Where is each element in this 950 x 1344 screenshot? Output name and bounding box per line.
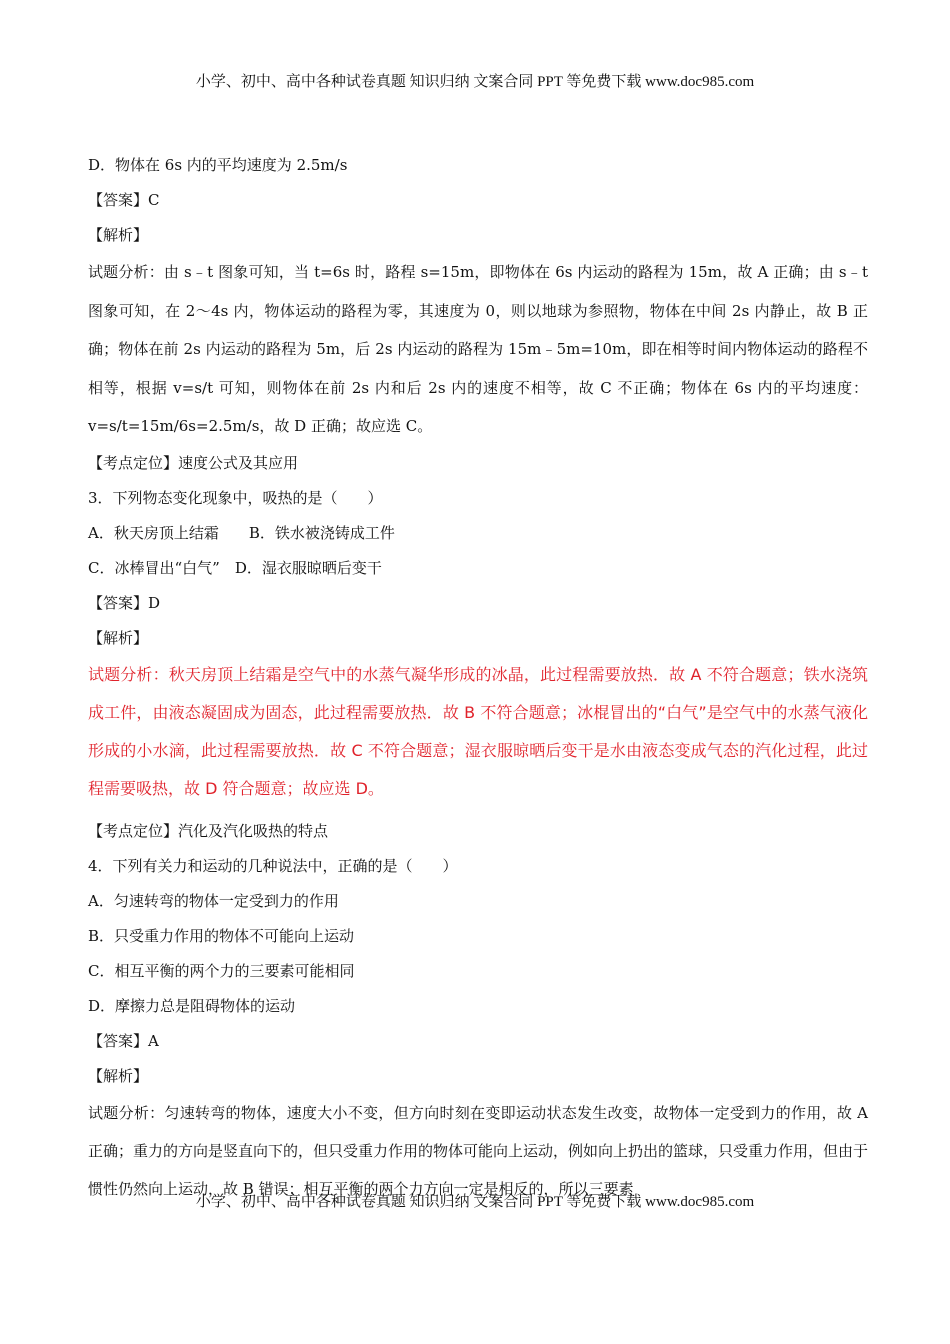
q4-option-c: C．相互平衡的两个力的三要素可能相同: [88, 961, 355, 980]
q4-analysis-heading: 【解析】: [88, 1066, 149, 1085]
q2-kaodian: 【考点定位】速度公式及其应用: [88, 453, 299, 472]
q4-option-d: D．摩擦力总是阻碍物体的运动: [88, 996, 296, 1015]
q3-options-row2: C．冰棒冒出“白气” D．湿衣服晾晒后变干: [88, 558, 382, 577]
q3-analysis-heading: 【解析】: [88, 628, 149, 647]
page-footer: 小学、初中、高中各种试卷真题 知识归纳 文案合同 PPT 等免费下载 www.doc985.com: [195, 1194, 755, 1210]
page-header: 小学、初中、高中各种试卷真题 知识归纳 文案合同 PPT 等免费下载 www.doc985.com: [195, 74, 755, 90]
q2-answer: 【答案】C: [88, 191, 160, 209]
q3-answer: 【答案】D: [88, 593, 161, 612]
q2-option-d: D．物体在 6s 内的平均速度为 2.5m/s: [88, 156, 348, 174]
q2-analysis-heading: 【解析】: [88, 226, 149, 244]
document-body: [88, 148, 868, 1208]
q4-question: 4．下列有关力和运动的几种说法中，正确的是（ ）: [88, 856, 458, 875]
q4-analysis: 试题分析：匀速转弯的物体，速度大小不变，但方向时刻在变即运动状态发生改变，故物体一定受到力的作用，故 A 正确；重力的方向是竖直向下的，但只受重力作用的物体可能向上运动，例如向上扔出的篮球，只受重力作用，但由于惯性仍然向上运动，故 B 错误；相互平衡的两个力方向一定是相反的，所以三要素: [88, 1103, 869, 1198]
q3-kaodian: 【考点定位】汽化及汽化吸热的特点: [88, 821, 329, 840]
q3-analysis: 试题分析：秋天房顶上结霜是空气中的水蒸气凝华形成的冰晶，此过程需要放热．故 A 不符合题意；铁水浇筑成工件，由液态凝固成为固态，此过程需要放热．故 B 不符合题意；冰棍冒出的“白气”是空气中的水蒸气液化形成的小水滴，此过程需要放热．故 C 不符合题意；湿衣服晾晒后变干是水由液态变成气态的汽化过程，此过程需要吸热，故 D 符合题意；故应选 D。: [88, 664, 868, 798]
q3-question: 3．下列物态变化现象中，吸热的是（ ）: [88, 488, 383, 507]
q2-analysis: 试题分析：由 s﹣t 图象可知，当 t=6s 时，路程 s=15m，即物体在 6s 内运动的路程为 15m，故 A 正确；由 s﹣t 图象可知，在 2～4s 内，物体运动的路程为零，其速度为 0，则以地球为参照物，物体在中间 2s 内静止，故 B 正确；物体在前 2s 内运动的路程为 5m，后 2s 内运动的路程为 15m﹣5m=10m，即在相等时间内物体运动的路程不相等，根据 v=s/t 可知，则物体在前 2s 内和后 2s 内的速度不相等，故 C 不正确；物体在 6s 内的平均速度：v=s/t=15m/6s=2.5m/s，故 D 正确；故应选 C。: [88, 263, 868, 435]
q3-options-row1: A．秋天房顶上结霜 B．铁水被浇铸成工件: [88, 523, 395, 542]
q4-option-a: A．匀速转弯的物体一定受到力的作用: [88, 891, 339, 910]
q4-option-b: B．只受重力作用的物体不可能向上运动: [88, 926, 355, 945]
q4-answer: 【答案】A: [88, 1031, 159, 1050]
